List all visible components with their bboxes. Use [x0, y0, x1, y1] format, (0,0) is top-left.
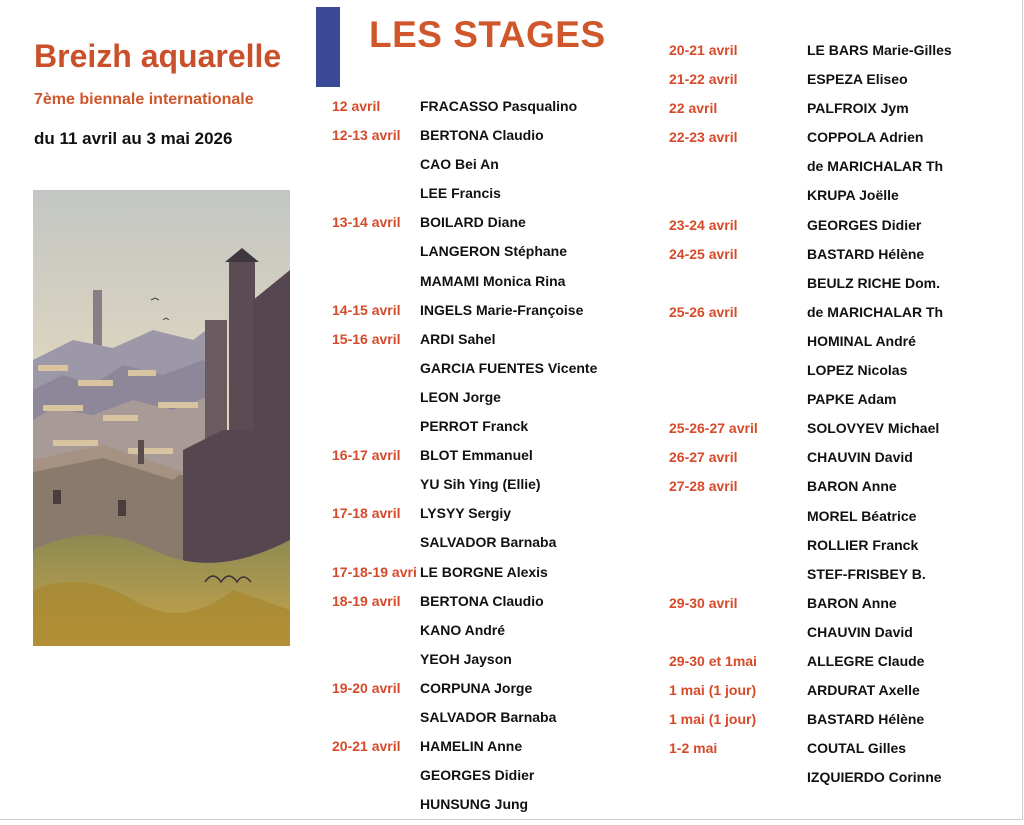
workshop-row [332, 418, 622, 447]
stages-heading: LES STAGES [369, 14, 606, 55]
workshop-row [332, 156, 622, 185]
instructor-name: BARON Anne [807, 594, 897, 611]
workshop-row [669, 420, 999, 449]
instructor-name: GARCIA FUENTES Vicente [420, 359, 598, 376]
instructor-name: BERTONA Claudio [420, 127, 544, 144]
instructor-name: INGELS Marie-Françoise [420, 301, 584, 318]
instructor-name: ROLLIER Franck [807, 536, 919, 553]
workshop-date: 16-17 avril [332, 447, 401, 464]
workshop-date: 19-20 avril [332, 679, 401, 696]
workshop-date: 26-27 avril [669, 449, 738, 466]
workshop-row [332, 651, 622, 680]
instructor-name: STEF-FRISBEY B. [807, 565, 926, 582]
workshop-row [669, 508, 999, 537]
instructor-name: PAPKE Adam [807, 391, 897, 408]
workshop-row [669, 624, 999, 653]
workshop-row [332, 389, 622, 418]
workshop-row [332, 302, 622, 331]
workshop-date: 21-22 avril [669, 71, 738, 88]
workshop-row [669, 537, 999, 566]
instructor-name: BLOT Emmanuel [420, 447, 533, 464]
instructor-name: CHAUVIN David [807, 623, 913, 640]
workshop-date: 12 avril [332, 98, 381, 114]
biennale-subtitle: 7ème biennale internationale [34, 91, 254, 108]
instructor-name: LEE Francis [420, 185, 501, 202]
workshop-date: 29-30 et 1mai [669, 652, 757, 669]
workshop-row [332, 273, 622, 302]
instructor-name: ESPEZA Eliseo [807, 71, 908, 88]
workshop-row [332, 738, 622, 767]
workshop-date: 20-21 avril [332, 738, 401, 755]
instructor-name: ARDURAT Axelle [807, 682, 920, 699]
workshop-row [332, 127, 622, 156]
workshop-date: 25-26-27 avril [669, 420, 758, 437]
workshop-row [669, 100, 999, 129]
workshop-date: 12-13 avril [332, 127, 401, 144]
instructor-name: BASTARD Hélène [807, 245, 925, 262]
workshop-row [669, 653, 999, 682]
workshop-date: 1 mai (1 jour) [669, 711, 757, 728]
instructor-name: FRACASSO Pasqualino [420, 98, 578, 114]
instructor-name: SALVADOR Barnaba [420, 534, 557, 551]
workshop-row [332, 505, 622, 534]
instructor-name: PALFROIX Jym [807, 100, 909, 117]
workshop-date: 25-26 avril [669, 303, 738, 320]
workshop-date: 1-2 mai [669, 740, 718, 757]
instructor-name: BASTARD Hélène [807, 711, 925, 728]
workshop-row [332, 214, 622, 243]
instructor-name: BOILARD Diane [420, 214, 526, 231]
workshop-row [332, 622, 622, 651]
workshop-date: 1 mai (1 jour) [669, 682, 757, 699]
page-title: Breizh aquarelle [34, 38, 282, 74]
instructor-name: BERTONA Claudio [420, 592, 544, 609]
workshop-row [669, 42, 999, 71]
watercolor-painting [33, 190, 290, 646]
instructor-name: PERROT Franck [420, 418, 529, 435]
workshop-row [669, 362, 999, 391]
workshop-list-column-2 [669, 42, 999, 798]
instructor-name: CHAUVIN David [807, 449, 913, 466]
instructor-name: de MARICHALAR Th [807, 158, 944, 175]
workshop-date: 17-18-19 avri [332, 563, 417, 580]
instructor-name: ALLEGRE Claude [807, 652, 925, 669]
workshop-row [669, 595, 999, 624]
instructor-name: CORPUNA Jorge [420, 679, 533, 696]
workshop-row [669, 449, 999, 478]
workshop-row [669, 711, 999, 740]
workshop-row [669, 129, 999, 158]
instructor-name: COPPOLA Adrien [807, 129, 924, 146]
workshop-list-column-1 [332, 98, 622, 825]
instructor-name: SALVADOR Barnaba [420, 708, 557, 725]
workshop-date: 18-19 avril [332, 592, 401, 609]
instructor-name: ARDI Sahel [420, 330, 496, 347]
workshop-row [332, 767, 622, 796]
instructor-name: LYSYY Sergiy [420, 505, 512, 522]
workshop-date: 24-25 avril [669, 245, 738, 262]
instructor-name: CAO Bei An [420, 156, 499, 173]
workshop-date: 22-23 avril [669, 129, 738, 146]
workshop-row [332, 447, 622, 476]
instructor-name: YEOH Jayson [420, 650, 512, 667]
workshop-row [669, 333, 999, 362]
instructor-name: GEORGES Didier [420, 767, 535, 784]
instructor-name: LANGERON Stéphane [420, 243, 568, 260]
workshop-date: 13-14 avril [332, 214, 401, 231]
workshop-row [669, 246, 999, 275]
workshop-row [669, 71, 999, 100]
workshop-row [669, 275, 999, 304]
instructor-name: LEON Jorge [420, 388, 501, 405]
instructor-name: MOREL Béatrice [807, 507, 917, 524]
workshop-row [669, 682, 999, 711]
instructor-name: LOPEZ Nicolas [807, 362, 908, 379]
accent-bar [316, 7, 340, 87]
instructor-name: HOMINAL André [807, 332, 916, 349]
workshop-row [669, 566, 999, 595]
workshop-row [332, 534, 622, 563]
instructor-name: GEORGES Didier [807, 216, 922, 233]
instructor-name: LE BARS Marie-Gilles [807, 42, 952, 58]
workshop-row [669, 478, 999, 507]
workshop-date: 27-28 avril [669, 478, 738, 495]
instructor-name: HUNSUNG Jung [420, 796, 529, 813]
workshop-row [332, 98, 622, 127]
workshop-date: 17-18 avril [332, 505, 401, 522]
workshop-row [332, 360, 622, 389]
workshop-row [669, 158, 999, 187]
workshop-row [669, 769, 999, 798]
workshop-row [332, 564, 622, 593]
instructor-name: KANO André [420, 621, 506, 638]
workshop-date: 23-24 avril [669, 216, 738, 233]
workshop-row [332, 243, 622, 272]
workshop-row [332, 593, 622, 622]
workshop-date: 15-16 avril [332, 330, 401, 347]
instructor-name: COUTAL Gilles [807, 740, 907, 757]
instructor-name: LE BORGNE Alexis [420, 563, 548, 580]
workshop-row [669, 187, 999, 216]
instructor-name: SOLOVYEV Michael [807, 420, 940, 437]
workshop-row [669, 304, 999, 333]
instructor-name: MAMAMI Monica Rina [420, 272, 566, 289]
workshop-row [669, 740, 999, 769]
workshop-date: 29-30 avril [669, 594, 738, 611]
workshop-row [332, 331, 622, 360]
workshop-row [332, 185, 622, 214]
workshop-date: 20-21 avril [669, 42, 738, 58]
workshop-date: 14-15 avril [332, 301, 401, 318]
instructor-name: de MARICHALAR Th [807, 303, 944, 320]
workshop-row [332, 680, 622, 709]
workshop-date: 22 avril [669, 100, 718, 117]
instructor-name: YU Sih Ying (Ellie) [420, 476, 541, 493]
workshop-row [669, 217, 999, 246]
instructor-name: IZQUIERDO Corinne [807, 769, 942, 786]
workshop-row [332, 476, 622, 505]
workshop-row [669, 391, 999, 420]
instructor-name: BARON Anne [807, 478, 897, 495]
event-dates: du 11 avril au 3 mai 2026 [34, 129, 233, 148]
instructor-name: HAMELIN Anne [420, 738, 523, 755]
instructor-name: BEULZ RICHE Dom. [807, 274, 940, 291]
workshop-row [332, 709, 622, 738]
instructor-name: KRUPA Joëlle [807, 187, 899, 204]
